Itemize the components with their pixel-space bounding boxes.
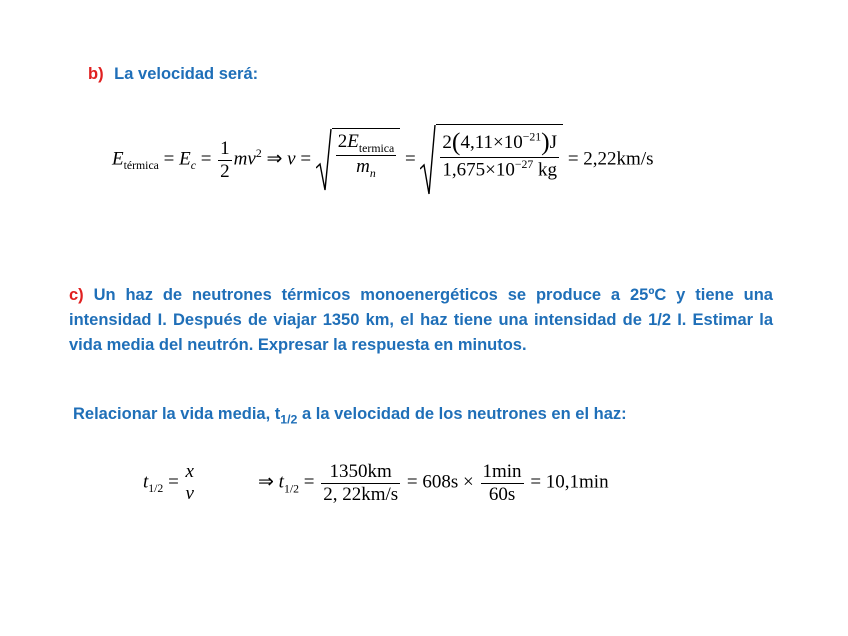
coef-two: 2 [442,132,452,153]
distance-value: 1350km [321,461,400,484]
square-exponent: 2 [255,147,262,161]
equals-sign: = [404,148,416,170]
implies-arrow: ⇒ [258,471,274,493]
sixty-seconds-value: 60s [488,483,516,505]
t-subscript: 1/2 [148,482,164,496]
radical-sign-icon [316,128,332,192]
t-symbol: t [143,471,149,493]
radical-sign-icon [420,124,436,196]
equals-sign: = [303,471,315,493]
paren-close: ) [541,127,550,156]
v-symbol: v [185,483,194,504]
relate-line [73,405,627,426]
fraction-x-over-v [186,461,194,505]
joule-unit: J [549,132,558,153]
ec-subscript: c [190,159,196,173]
fraction-denominator: 2 [220,160,230,182]
relate-text-before: Relacionar la vida media, t [73,405,281,423]
fraction-half [218,138,232,183]
t-subscript: 1/2 [283,482,299,496]
section-b-heading [88,65,258,84]
t-symbol: t [278,471,284,493]
kg-unit: kg [538,158,558,180]
equals-sign: = [200,148,212,170]
equation-halflife-calculation [258,461,609,506]
sqrt-numeric [420,124,563,196]
section-b-text: La velocidad será: [114,65,259,83]
mass-subscript: n [369,167,376,181]
mass-exponent: −27 [514,157,534,171]
paren-open: ( [451,127,461,156]
section-c-text: Un haz de neutrones térmicos monoenergéticos se produce a 25ºC y tiene una intensidad I. Después de viajar 1350 km, el haz tiene una intensidad de 1/2 I. Estimar la vida media del neutrón. Expresar la respuesta en minutos. [69,286,773,354]
minute-value: 1min [482,461,522,482]
x-symbol: x [185,461,194,482]
fraction-numerator: 1 [220,137,230,159]
e-symbol: E [347,131,359,152]
energy-value: 4,11×10 [460,132,523,153]
fraction-numeric [440,127,559,181]
seconds-value: = 608s × [406,471,474,493]
e-subscript: térmica [123,159,159,173]
velocity-result: = 2,22km/s [567,148,654,170]
equation-velocity [112,124,654,196]
equals-sign: = [168,471,179,493]
relate-text-after: a la velocidad de los neutrones en el haz: [297,405,627,423]
coef-two: 2 [337,131,348,152]
equals-sign: = [300,148,312,170]
section-c-letter: c) [69,286,84,304]
equals-sign: = [163,148,175,170]
relate-subscript: 1/2 [280,412,298,427]
v-symbol: v [287,148,296,170]
energy-exponent: −21 [522,130,542,144]
mass-value: 1,675×10 [442,158,515,180]
halflife-result: = 10,1min [530,471,609,493]
equation-halflife-definition [143,461,196,505]
sqrt-symbolic [316,128,400,192]
mass-symbol: m [356,156,370,178]
section-b-letter: b) [88,65,104,83]
section-c-paragraph [69,283,773,358]
mv-symbol: mv [233,148,256,170]
velocity-value: 2, 22km/s [323,483,399,505]
ec-symbol: E [179,148,191,170]
e-symbol: E [112,148,124,170]
fraction-distance-velocity [321,461,400,506]
fraction-energy-mass [336,131,396,181]
e-subscript: termica [358,141,395,155]
fraction-min-per-sec [481,461,524,506]
implies-arrow: ⇒ [266,148,283,170]
